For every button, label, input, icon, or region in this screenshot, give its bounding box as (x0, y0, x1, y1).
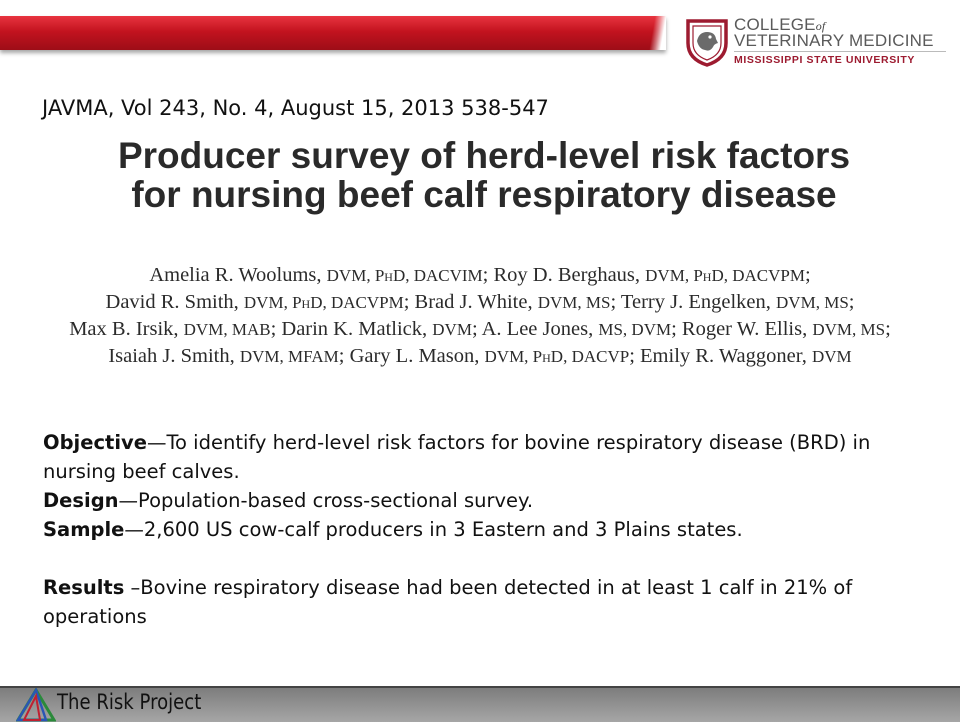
results-label: Results (43, 576, 125, 599)
bulldog-shield-icon (684, 17, 730, 67)
sample-paragraph (43, 515, 923, 544)
author-degrees: DVM, PhD, DACVIM (326, 266, 483, 285)
author-line (6, 316, 954, 343)
author-degrees: DVM, PhD, DACVP (484, 347, 630, 366)
logo-university-text: MISSISSIPPI STATE UNIVERSITY (734, 54, 915, 66)
paper-title-line-1: Producer survey of herd-level risk factors (117, 135, 851, 176)
author-name: ; (804, 264, 811, 286)
author-name: ; Gary L. Mason, (338, 345, 485, 367)
author-degrees: MS, DVM (598, 320, 672, 339)
author-degrees: DVM, PhD, DACVPM (645, 266, 805, 285)
header-red-bar (0, 16, 666, 50)
author-degrees: DVM, MFAM (239, 347, 339, 366)
author-name: David R. Smith, (105, 291, 244, 313)
objective-label: Objective (43, 431, 147, 454)
author-name: ; (885, 318, 891, 340)
author-name: ; Darin K. Matlick, (270, 318, 433, 340)
author-name: ; Terry J. Engelken, (610, 291, 777, 313)
paper-title-line-2: for nursing beef calf respiratory disease (131, 174, 837, 215)
author-name: ; Roy D. Berghaus, (482, 264, 646, 286)
results-text: –Bovine respiratory disease had been detected in at least 1 calf in 21% of operations (43, 576, 853, 628)
logo-divider (734, 51, 946, 52)
author-name: Isaiah J. Smith, (108, 345, 240, 367)
author-line (6, 343, 954, 370)
author-line (6, 262, 954, 289)
author-name: ; Roger W. Ellis, (671, 318, 813, 340)
author-list (6, 262, 954, 370)
design-paragraph (43, 486, 923, 515)
college-logo (684, 15, 954, 69)
objective-text: —To identify herd-level risk factors for bovine respiratory disease (BRD) in nursing beef calves. (43, 431, 871, 483)
logo-college-text: COLLEGEof (734, 15, 826, 34)
author-name: Max B. Irsik, (69, 318, 184, 340)
design-text: —Population-based cross-sectional survey. (118, 489, 534, 512)
triangle-logo-icon (16, 688, 56, 722)
abstract (43, 428, 923, 631)
author-degrees: DVM, MS (537, 293, 611, 312)
design-label: Design (43, 489, 119, 512)
objective-paragraph (43, 428, 923, 486)
logo-vet-medicine-text: VETERINARY MEDICINE (734, 31, 934, 50)
sample-label: Sample (43, 518, 125, 541)
author-name: ; Brad J. White, (403, 291, 538, 313)
author-degrees: DVM, MAB (183, 320, 271, 339)
footer-brand-text: The Risk Project (57, 690, 202, 714)
paper-title (34, 136, 934, 214)
author-degrees: DVM, MS (776, 293, 849, 312)
paragraph-gap (43, 544, 923, 573)
author-line (6, 289, 954, 316)
results-paragraph (43, 573, 923, 631)
author-name: ; Emily R. Waggoner, (629, 345, 812, 367)
author-degrees: DVM, MS (812, 320, 886, 339)
author-degrees: DVM, PhD, DACVPM (243, 293, 404, 312)
sample-text: —2,600 US cow-calf producers in 3 Eastern and 3 Plains states. (124, 518, 743, 541)
author-name: Amelia R. Woolums, (149, 264, 327, 286)
journal-citation: JAVMA, Vol 243, No. 4, August 15, 2013 538-547 (42, 96, 549, 120)
author-name: ; A. Lee Jones, (471, 318, 599, 340)
author-degrees: DVM (812, 347, 852, 366)
author-name: ; (848, 291, 855, 313)
footer-bar (0, 686, 960, 722)
author-degrees: DVM (432, 320, 472, 339)
